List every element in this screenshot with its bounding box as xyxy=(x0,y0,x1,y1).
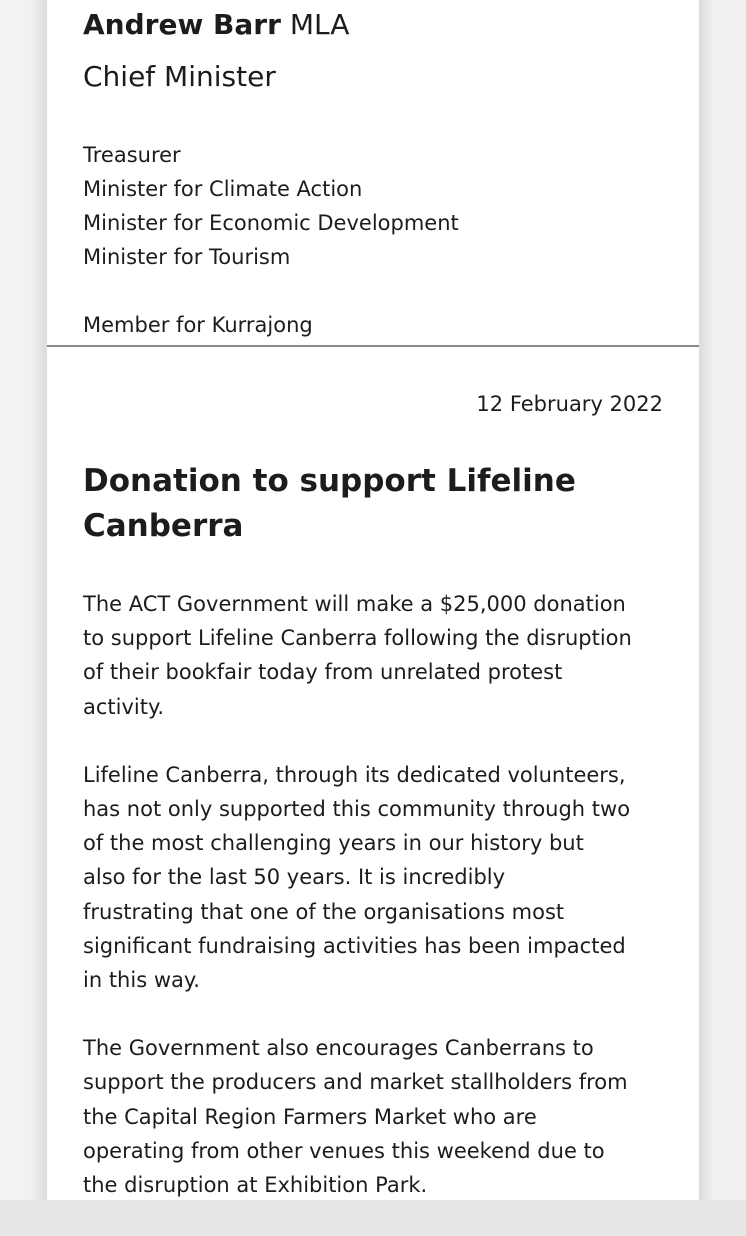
release-body xyxy=(83,587,683,1236)
body-paragraph: The ACT Government will make a $25,000 donation to support Lifeline Canberra following the disruption of their bookfair today from unrelated protest activity. xyxy=(83,592,632,719)
portfolio-item: Minister for Tourism xyxy=(83,245,291,269)
letterhead xyxy=(83,6,683,342)
header-divider xyxy=(47,345,699,347)
body-paragraph: The Government also encourages Canberrans to support the producers and market stallholders from the Capital Region Farmers Market who are operating from other venues this weekend due to the disruption at Exhibition Park. xyxy=(83,1036,628,1198)
body-paragraph: Lifeline Canberra, through its dedicated volunteers, has not only supported this community through two of the most challenging years in our history but also for the last 50 years. It is incredibly frustrating that one of the organisations most significant fundraising activities has been impacted in this way. xyxy=(83,762,631,993)
page-margin-left xyxy=(0,0,47,1200)
release-title-text: Donation to support Lifeline Canberra xyxy=(83,463,576,544)
portfolio-item: Minister for Climate Action xyxy=(83,177,363,201)
post-nominal: MLA xyxy=(289,8,350,41)
portfolio-item: Minister for Economic Development xyxy=(83,211,459,235)
minister-name: Andrew Barr xyxy=(83,8,281,41)
release-title xyxy=(83,459,673,549)
minister-role: Chief Minister xyxy=(83,60,276,93)
portfolio-item: Treasurer xyxy=(83,143,181,167)
portfolio-list xyxy=(83,138,683,274)
release-date: 12 February 2022 xyxy=(476,392,663,416)
media-release-page xyxy=(47,0,699,1200)
electorate: Member for Kurrajong xyxy=(83,313,313,337)
page-margin-right xyxy=(699,0,746,1200)
minister-name-line xyxy=(83,6,683,44)
